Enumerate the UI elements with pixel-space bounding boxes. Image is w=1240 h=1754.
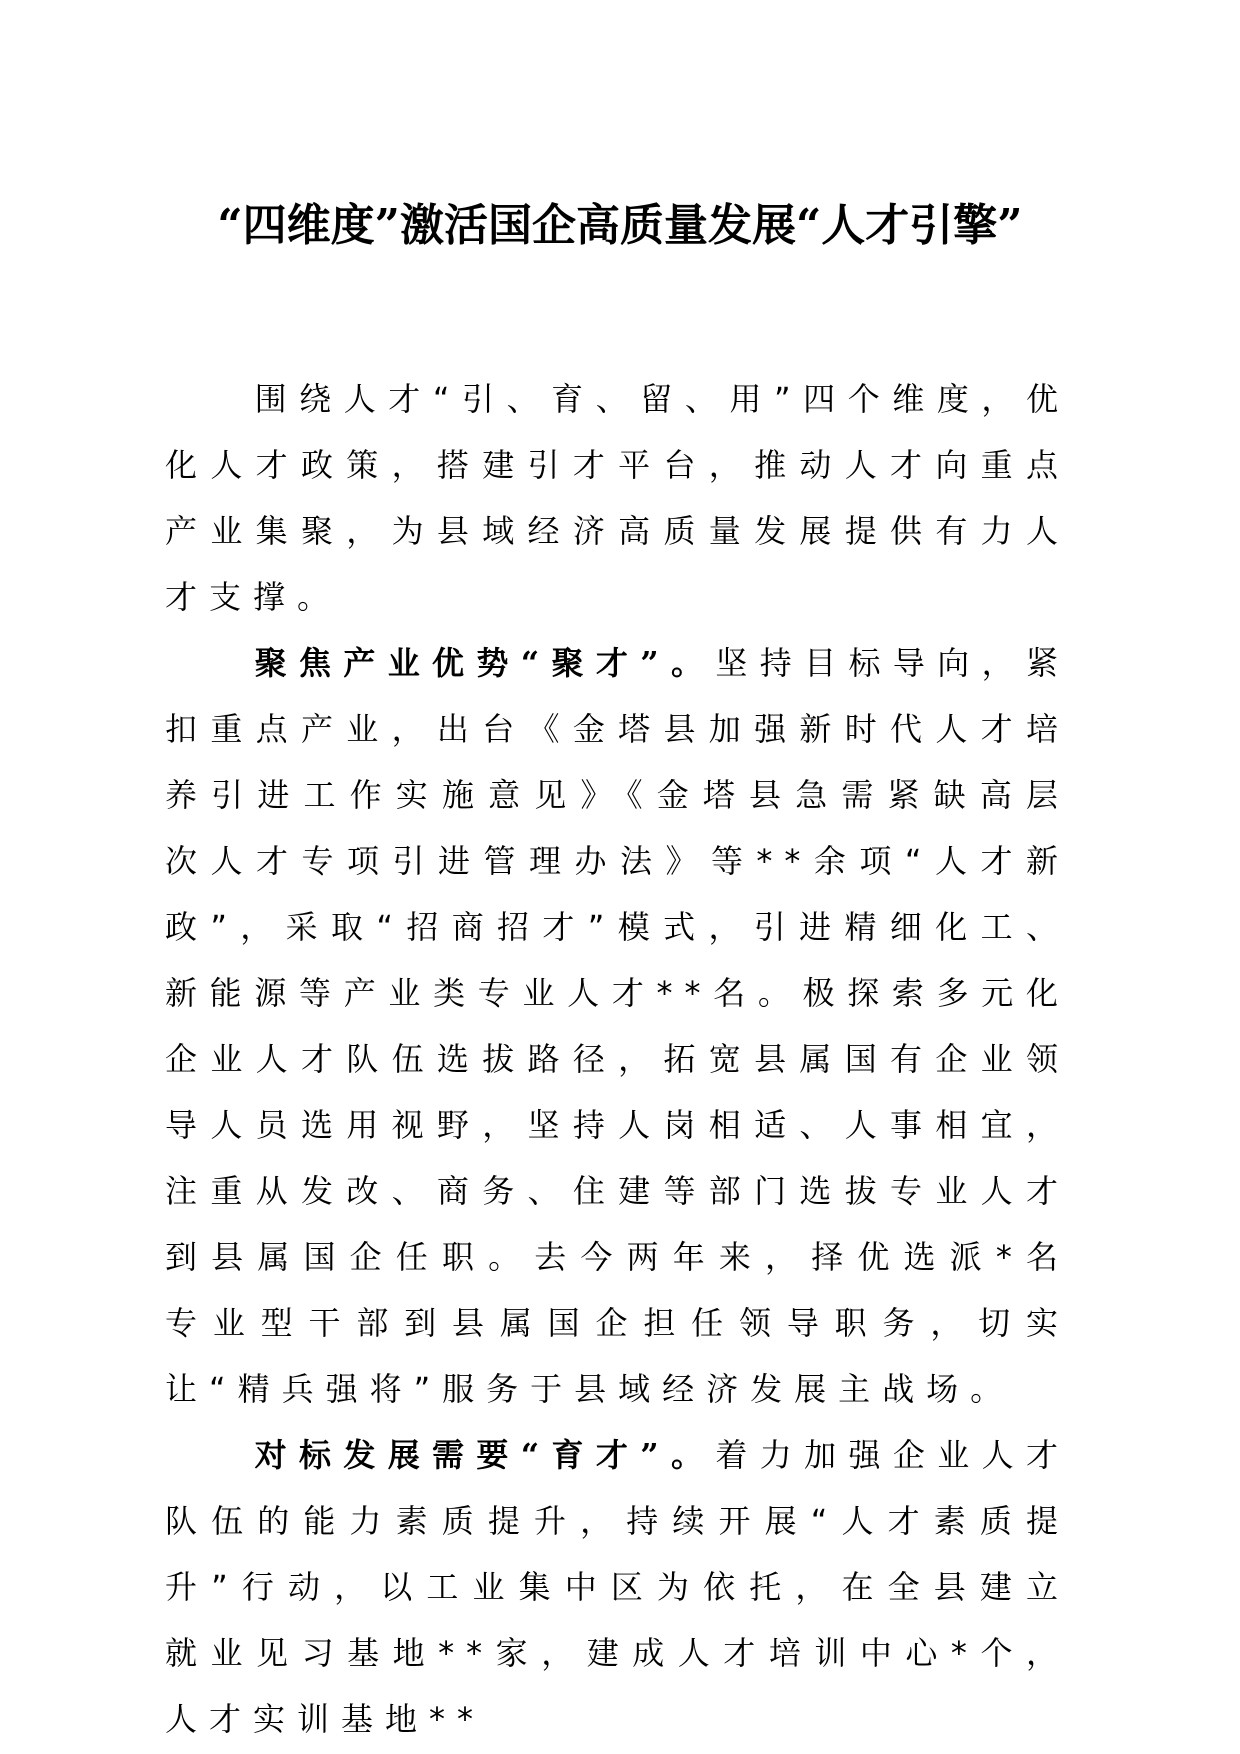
document-title: “四维度”激活国企高质量发展“人才引擎” [217,200,1023,252]
paragraph-intro-text: 围绕人才“引、育、留、用”四个维度，优化人才政策，搭建引才平台，推动人才向重点产业集聚，为县域经济高质量发展提供有力人才支撑。 [165,380,1070,616]
document-body [165,366,1070,1752]
paragraph-gather-talent [165,630,1070,1422]
paragraph-gather-talent-text: 坚持目标导向，紧扣重点产业，出台《金塔县加强新时代人才培养引进工作实施意见》《金塔县急需紧缺高层次人才专项引进管理办法》等**余项“人才新政”，采取“招商招才”模式，引进精细化工、新能源等产业类专业人才**名。极探索多元化企业人才队伍选拔路径，拓宽县属国有企业领导人员选用视野，坚持人岗相适、人事相宜，注重从发改、商务、住建等部门选拔专业人才到县属国企任职。去今两年来，择优选派*名专业型干部到县属国企担任领导职务，切实让“精兵强将”服务于县域经济发展主战场。 [165,644,1070,1408]
paragraph-cultivate-talent [165,1422,1070,1752]
paragraph-intro [165,366,1070,630]
paragraph-cultivate-talent-heading: 对标发展需要“育才”。 [254,1436,716,1474]
paragraph-cultivate-talent-text: 着力加强企业人才队伍的能力素质提升，持续开展“人才素质提升”行动，以工业集中区为依托，在全县建立就业见习基地**家，建成人才培训中心*个，人才实训基地** [165,1436,1070,1738]
paragraph-gather-talent-heading: 聚焦产业优势“聚才”。 [254,644,716,682]
